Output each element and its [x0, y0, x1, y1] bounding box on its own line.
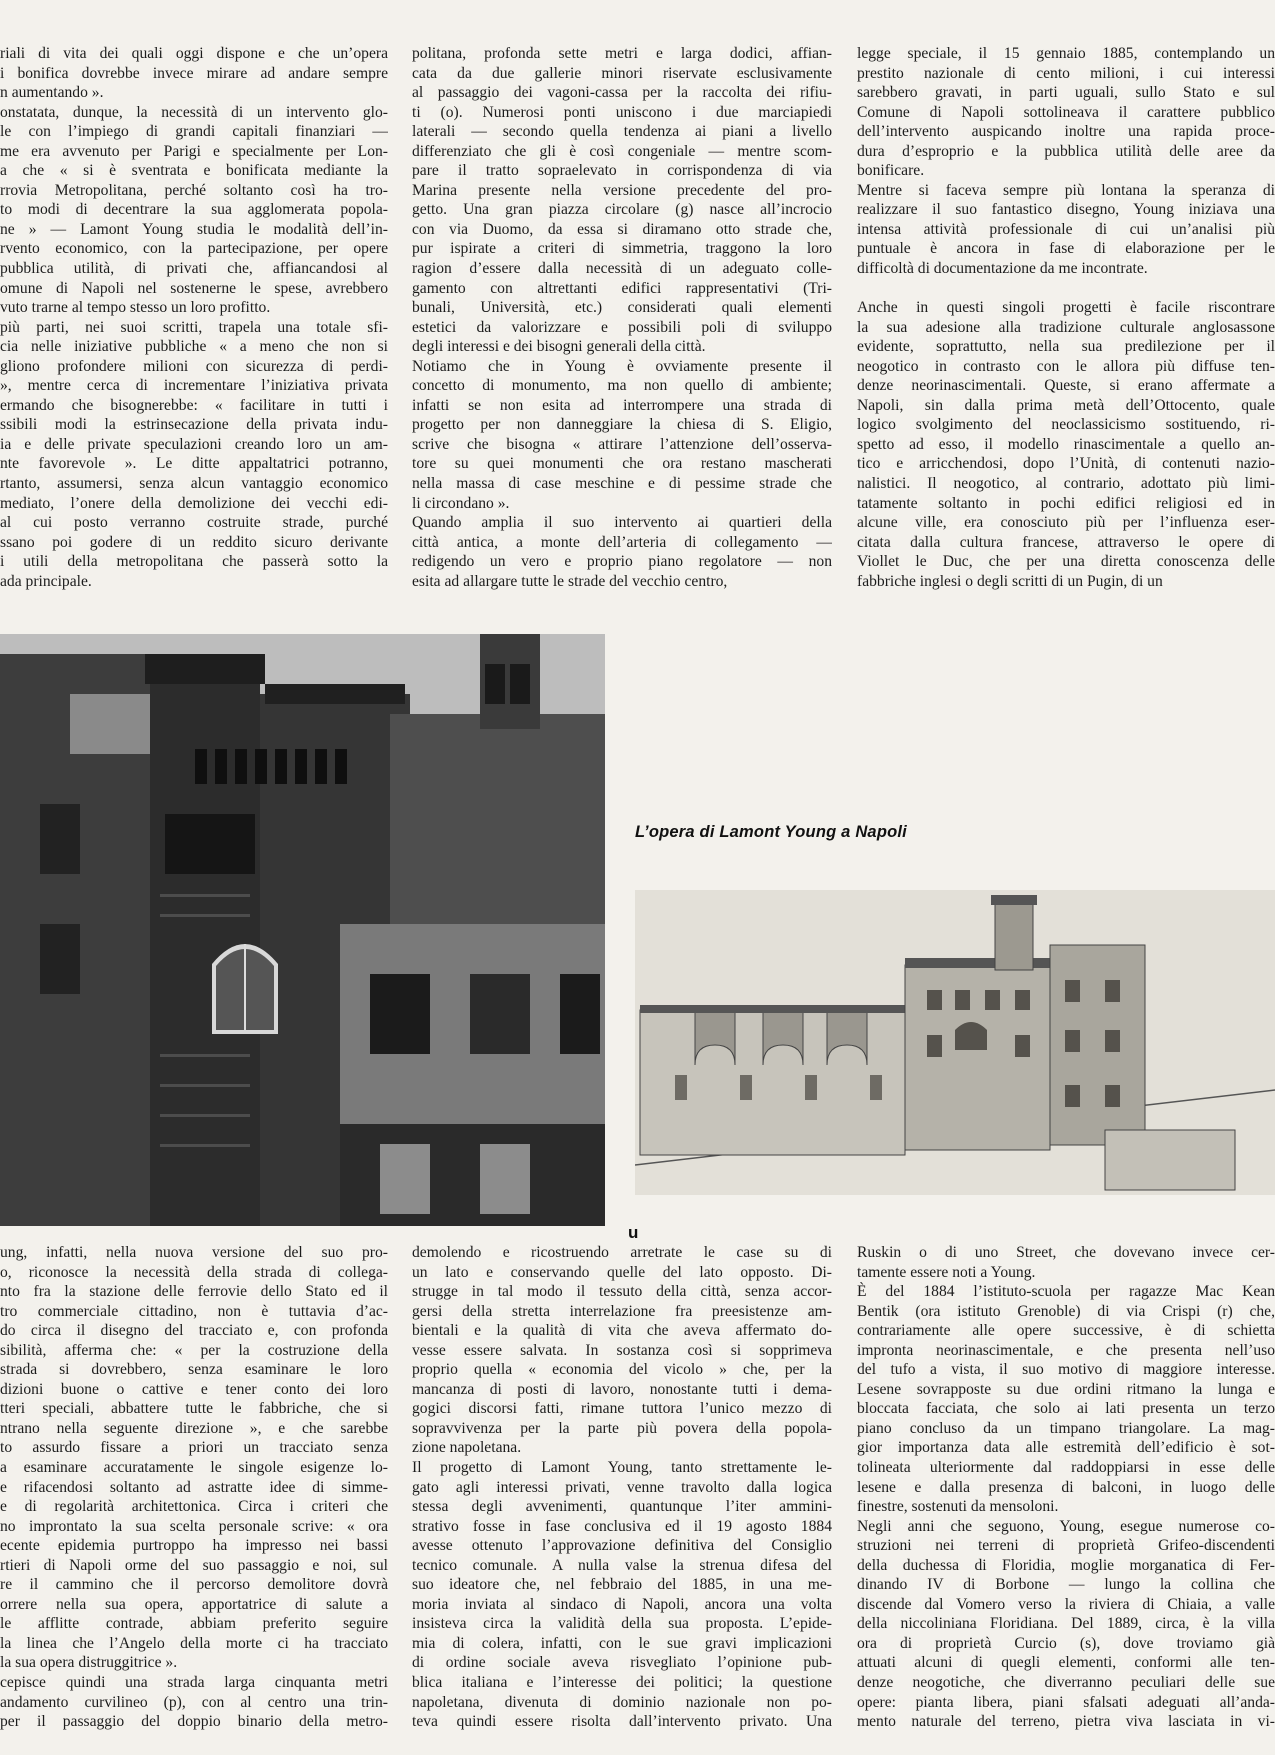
text-line: Viollet le Duc, che per una diretta conoscenza delle: [857, 553, 1275, 571]
text-line: intensa attività professionale di cui un’analisi più: [857, 220, 1275, 238]
text-line: onstatata, dunque, la necessità di un intervento glo-: [0, 103, 388, 121]
text-column-top-middle: [412, 44, 832, 591]
text-line: tolineata ulteriormente dal raddoppiarsi in esse delle: [857, 1459, 1275, 1477]
text-line: pare il tratto sopraelevato in corrispondenza di via: [412, 162, 832, 180]
text-line: Bentik (ora istituto Grenoble) di via Crispi (r) che,: [857, 1302, 1275, 1320]
text-line: o, riconosce la necessità della strada di collega-: [0, 1263, 388, 1281]
text-line: gato agli interessi privati, venne travolto dalla logica: [412, 1478, 832, 1496]
text-line: di ordine sociale aveva risvegliato l’opinione pub-: [412, 1654, 832, 1672]
text-line: Comune di Napoli sottolineava il carattere pubblico: [857, 103, 1275, 121]
text-line: ntrano nella seguente direzione », e che sarebbe: [0, 1419, 388, 1437]
text-line: rtieri di Napoli orme del suo passaggio e noi, sul: [0, 1556, 388, 1574]
text-line: per il passaggio del doppio binario della metro-: [0, 1713, 388, 1731]
text-line: n aumentando ».: [0, 84, 104, 102]
text-line: napoletana, divenuta di dominio nazionale non po-: [412, 1693, 832, 1711]
text-line: ecente epidemia purtroppo ha impresso nei bassi: [0, 1537, 388, 1555]
text-line: mento naturale del terreno, pietra viva lasciata in vi-: [857, 1713, 1275, 1731]
text-line: ssibili modi la estrinsecazione della privata indu-: [0, 416, 388, 434]
text-line: sibilità, afferma che: « per la costruzione della: [0, 1341, 388, 1359]
text-line: nalistici. Il neogotico, al contrario, adottato più limi-: [857, 475, 1275, 493]
text-line: cia nelle iniziative pubbliche « a meno che non si: [0, 338, 388, 356]
text-column-bottom-middle: [412, 1243, 832, 1732]
text-line: È del 1884 l’istituto-scuola per ragazze Mac Kean: [857, 1283, 1275, 1301]
text-line: strada si dovrebbero, senza esaminare le loro: [0, 1361, 388, 1379]
text-line: alcune ville, era conosciuto più per l’influenza eser-: [857, 514, 1275, 532]
text-line: pur ispirate a criteri di simmetria, traggono la loro: [412, 240, 832, 258]
text-line: citata dalla cultura francese, attraverso le opere di: [857, 533, 1275, 551]
text-line: cata da due gallerie minori riservate esclusivamente: [412, 64, 832, 82]
text-line: esita ad allargare tutte le strade del vecchio centro,: [412, 572, 728, 590]
text-line: Marina presente nella versione precedente del pro-: [412, 181, 832, 199]
text-line: differenziato che gli è così congeniale — mentre scom-: [412, 142, 832, 160]
text-line: rtanto, assumersi, senza alcun vantaggio economico: [0, 475, 388, 493]
text-line: dinando IV di Borbone — lungo la collina che: [857, 1576, 1275, 1594]
text-line: discende dal Vomero verso la riviera di Chiaia, a valle: [857, 1595, 1275, 1613]
text-line: mia di colera, infatti, con le sue gravi implicazioni: [412, 1634, 832, 1652]
text-line: evidente, soprattutto, nella sua predilezione per il: [857, 338, 1275, 356]
text-line: difficoltà di documentazione da me incontrate.: [857, 260, 1148, 278]
text-line: [857, 279, 1275, 299]
text-line: le afflitte contrade, abbiam preferito seguire: [0, 1615, 388, 1633]
text-line: strativo fosse in fase conclusiva ed il 19 agosto 1884: [412, 1517, 832, 1535]
elevation-drawing: [635, 890, 1275, 1195]
text-line: strugge in tal modo il tessuto della città, senza accor-: [412, 1283, 832, 1301]
text-line: re il cammino che il percorso demolitore dovrà: [0, 1576, 388, 1594]
text-line: teva quindi essere risolta dall’intervento privato. Una: [412, 1713, 832, 1731]
text-line: do circa il disegno del tracciato e, con profonda: [0, 1322, 388, 1340]
text-line: nella massa di case meschine e di pessime strade che: [412, 475, 832, 493]
text-line: stessa degli avvenimenti, quantunque l’iter ammini-: [412, 1498, 832, 1516]
text-line: Napoli, sin dalla prima metà dell’Ottocento, quale: [857, 396, 1275, 414]
text-line: no improntato la sua scelta personale scrive: « ora: [0, 1517, 388, 1535]
text-line: Quando amplia il suo intervento ai quartieri della: [412, 514, 832, 532]
text-line: rrovia Metropolitana, perché soltanto così ha tro-: [0, 181, 388, 199]
text-line: politana, profonda sette metri e larga dodici, affian-: [412, 45, 832, 62]
text-line: sarebbero gravati, in parti uguali, sullo Stato e sul: [857, 84, 1275, 102]
text-column-top-left: [0, 44, 388, 591]
text-line: avesse ottenuto l’approvazione definitiva del Consiglio: [412, 1537, 832, 1555]
text-line: ada principale.: [0, 572, 92, 590]
text-line: Mentre si faceva sempre più lontana la speranza di: [857, 181, 1275, 199]
text-line: logico svolgimento del neoclassicismo sostituendo, ri-: [857, 416, 1275, 434]
text-line: spetto ad esso, il modello rinascimentale a quello an-: [857, 435, 1275, 453]
text-line: gogici discorsi fatti, rimane tuttora l’unico mezzo di: [412, 1400, 832, 1418]
text-line: tteri speciali, abbattere tutte le fabbriche, che si: [0, 1400, 388, 1418]
text-line: legge speciale, il 15 gennaio 1885, contemplando un: [857, 45, 1275, 62]
figure-letter: u: [628, 1223, 639, 1242]
text-line: estetici da valorizzare e possibili poli di sviluppo: [412, 318, 832, 336]
text-line: dizioni buone o cattive e tener conto dei loro: [0, 1380, 388, 1398]
text-line: blica italiana e l’interesse dei politici; la questione: [412, 1674, 832, 1692]
text-line: al passaggio dei vagoni-cassa per la raccolta dei rifiu-: [412, 84, 832, 102]
text-line: struzioni nei terreni di proprietà Grifeo-discendenti: [857, 1537, 1275, 1555]
text-line: omune di Napoli nel sostenerne le spese, avrebbero: [0, 279, 388, 297]
text-line: tamente essere noti a Young.: [857, 1263, 1036, 1281]
text-line: li circondano ».: [412, 494, 510, 512]
text-line: i utili della metropolitana che passerà sotto la: [0, 553, 388, 571]
text-line: puntuale è ancora in fase di elaborazione per le: [857, 240, 1275, 258]
text-line: Ruskin o di uno Street, che dovevano invece cer-: [857, 1244, 1275, 1261]
text-column-top-right: [857, 44, 1275, 591]
text-line: gior importanza data alle estremità dell’edificio è sot-: [857, 1439, 1275, 1457]
text-line: Anche in questi singoli progetti è facile riscontrare: [857, 299, 1275, 317]
text-line: contrariamente alle opere successive, è di schietta: [857, 1322, 1275, 1340]
text-line: denze neogotiche, che diverranno peculiari delle sue: [857, 1674, 1275, 1692]
text-line: attuati alcuni di quegli elementi, conformi alle ten-: [857, 1654, 1275, 1672]
text-line: tecnico comunale. A nulla valse la strenua difesa del: [412, 1556, 832, 1574]
text-line: me era avvenuto per Parigi e specialmente per Lon-: [0, 142, 388, 160]
text-line: gliono profondere milioni con sicurezza di perdi-: [0, 357, 388, 375]
text-line: denze neorinascimentali. Queste, si erano affermate a: [857, 377, 1275, 395]
text-line: dura d’esproprio e la pubblica utilità delle aree da: [857, 142, 1275, 160]
text-line: nte favorevole ». Le ditte appaltatrici potranno,: [0, 455, 388, 473]
text-line: infatti se non esita ad interrompere una strada di: [412, 396, 832, 414]
text-line: zione napoletana.: [412, 1439, 522, 1457]
text-line: tore su quei monumenti che ora restano mascherati: [412, 455, 832, 473]
text-line: città antica, a monte dell’arteria di collegamento —: [412, 533, 832, 551]
text-line: del tufo a vista, il suo motivo di maggiore interesse.: [857, 1361, 1275, 1379]
text-line: la sua opera distruggitrice ».: [0, 1654, 178, 1672]
text-line: orrere nella sua opera, apportatrice di salute a: [0, 1595, 388, 1613]
text-line: ung, infatti, nella nuova versione del suo pro-: [0, 1244, 388, 1261]
text-column-bottom-left: [0, 1243, 388, 1732]
text-line: riali di vita dei quali oggi dispone e che un’opera: [0, 45, 388, 62]
text-line: ia e delle private speculazioni creando loro un am-: [0, 435, 388, 453]
text-line: ne » — Lamont Young studia le modalità dell’in-: [0, 220, 388, 238]
text-line: scrive che bisogna « attirare l’attenzione dell’osserva-: [412, 435, 832, 453]
text-line: neogotico in contrasto con le allora più diffuse ten-: [857, 357, 1275, 375]
text-line: ermando che bisognerebbe: « facilitare in tutti i: [0, 396, 388, 414]
text-line: rvento economico, con la partecipazione, per opere: [0, 240, 388, 258]
text-line: la sua adesione alla tradizione culturale anglosassone: [857, 318, 1275, 336]
text-line: gersi della stretta interrelazione fra preesistenze am-: [412, 1302, 832, 1320]
text-line: tico e arricchendosi, dopo l’Unità, di contenuti nazio-: [857, 455, 1275, 473]
text-line: ti (o). Numerosi ponti uniscono i due marciapiedi: [412, 103, 832, 121]
text-line: e rifacendosi soltanto ad astratte idee di simme-: [0, 1478, 388, 1496]
text-line: tro commerciale cittadino, non è tuttavia d’ac-: [0, 1302, 388, 1320]
text-line: a esaminare accuratamente le singole esigenze lo-: [0, 1459, 388, 1477]
text-line: ssano poi godere di un reddito sicuro derivante: [0, 533, 388, 551]
text-line: ragion d’essere dalla necessità di un adeguato colle-: [412, 260, 832, 278]
text-line: degli interessi e dei bisogni generali della città.: [412, 338, 706, 356]
text-line: a che « si è sventrata e bonificata mediante la: [0, 162, 388, 180]
text-line: dell’intervento auspicando inoltre una rapida proce-: [857, 123, 1275, 141]
text-line: redigendo un vero e proprio piano regolatore — non: [412, 553, 832, 571]
text-line: Notiamo che in Young è ovviamente presente il: [412, 357, 832, 375]
text-line: cepisce quindi una strada larga cinquanta metri: [0, 1674, 388, 1692]
text-line: demolendo e ricostruendo arretrate le case su di: [412, 1244, 832, 1261]
text-line: della duchessa di Floridia, moglie morganatica di Fer-: [857, 1556, 1275, 1574]
text-line: moria inviata al sindaco di Napoli, ancora una volta: [412, 1595, 832, 1613]
text-line: fabbriche inglesi o degli scritti di un Pugin, di un: [857, 572, 1163, 590]
text-line: bientali e la qualità di vita che aveva affermato do-: [412, 1322, 832, 1340]
text-line: la linea che l’Angelo della morte ci ha tracciato: [0, 1634, 388, 1652]
castle-photo: [0, 634, 605, 1226]
text-line: più parti, nei suoi scritti, trapela una totale sfi-: [0, 318, 388, 336]
text-line: pubblica utilità, di privati che, affiancandosi al: [0, 260, 388, 278]
text-line: sopravvivenza per la parte più povera della popola-: [412, 1419, 832, 1437]
text-line: i bonifica dovrebbe invece mirare ad andare sempre: [0, 64, 388, 82]
text-line: andamento curvilineo (p), con al centro una trin-: [0, 1693, 388, 1711]
text-line: con via Duomo, da essa si diramano otto strade che,: [412, 220, 832, 238]
text-line: mancanza di posti di lavoro, nonostante tutti i dema-: [412, 1380, 832, 1398]
text-line: getto. Una gran piazza circolare (g) nasce all’incrocio: [412, 201, 832, 219]
text-line: nto fra la stazione delle ferrovie dello Stato ed il: [0, 1283, 388, 1301]
text-line: gamento con altrettanti edifici rappresentativi (Tri-: [412, 279, 832, 297]
text-line: finestre, sostenuti da mensoloni.: [857, 1498, 1059, 1516]
text-line: ora di proprietà Curcio (s), dove troviamo già: [857, 1634, 1275, 1652]
text-line: Il progetto di Lamont Young, tanto strettamente le-: [412, 1459, 832, 1477]
text-line: vuto trarne al tempo stesso un loro profitto.: [0, 299, 271, 317]
text-line: concetto di monumento, ma non quello di ambiente;: [412, 377, 832, 395]
text-line: un lato e conservando quelle del lato opposto. Di-: [412, 1263, 832, 1281]
text-line: impronta neorinascimentale, e che presenta nell’uso: [857, 1341, 1275, 1359]
text-line: tatamente soltanto in pochi edifici religiosi ed in: [857, 494, 1275, 512]
text-line: della niccoliniana Floridiana. Del 1889, circa, è la villa: [857, 1615, 1275, 1633]
text-line: bunali, Università, etc.) considerati quali elementi: [412, 299, 832, 317]
text-line: Lesene sovrapposte su due ordini ritmano la lunga e: [857, 1380, 1275, 1398]
text-line: lesene e dalla presenza di balconi, in luogo delle: [857, 1478, 1275, 1496]
text-line: progetto per non danneggiare la chiesa di S. Eligio,: [412, 416, 832, 434]
text-line: mediato, l’onere della demolizione dei vecchi edi-: [0, 494, 388, 512]
text-line: insisteva circa la validità della sua proposta. L’epide-: [412, 1615, 832, 1633]
text-line: bonificare.: [857, 162, 925, 180]
text-line: suo ideatore che, nel febbraio del 1885, in una me-: [412, 1576, 832, 1594]
text-line: Negli anni che seguono, Young, esegue numerose co-: [857, 1517, 1275, 1535]
text-line: al cui posto verranno costruite strade, purché: [0, 514, 388, 532]
text-line: bloccata facciata, che solo ai lati presenta un terzo: [857, 1400, 1275, 1418]
text-column-bottom-right: [857, 1243, 1275, 1732]
text-line: realizzare il suo fantastico disegno, Young iniziava una: [857, 201, 1275, 219]
text-line: opere: pianta libera, piani sfalsati adeguati all’anda-: [857, 1693, 1275, 1711]
text-line: to assurdo fissare a priori un tracciato senza: [0, 1439, 388, 1457]
text-line: proprio quella « economia del vicolo » che, per la: [412, 1361, 832, 1379]
text-line: », mentre cerca di incrementare l’iniziativa privata: [0, 377, 388, 395]
text-line: laterali — secondo quella tendenza ai piani a livello: [412, 123, 832, 141]
text-line: le con l’impiego di grandi capitali finanziari —: [0, 123, 388, 141]
text-line: e di regolarità architettonica. Circa i criteri che: [0, 1498, 388, 1516]
text-line: piano concluso da un timpano triangolare. La mag-: [857, 1419, 1275, 1437]
text-line: vesse essere salvata. In sostanza così si sopprimeva: [412, 1341, 832, 1359]
text-line: to modi di decentrare la sua agglomerata popola-: [0, 201, 388, 219]
figure-caption: L’opera di Lamont Young a Napoli: [635, 823, 907, 841]
text-line: prestito nazionale di cento milioni, i cui interessi: [857, 64, 1275, 82]
